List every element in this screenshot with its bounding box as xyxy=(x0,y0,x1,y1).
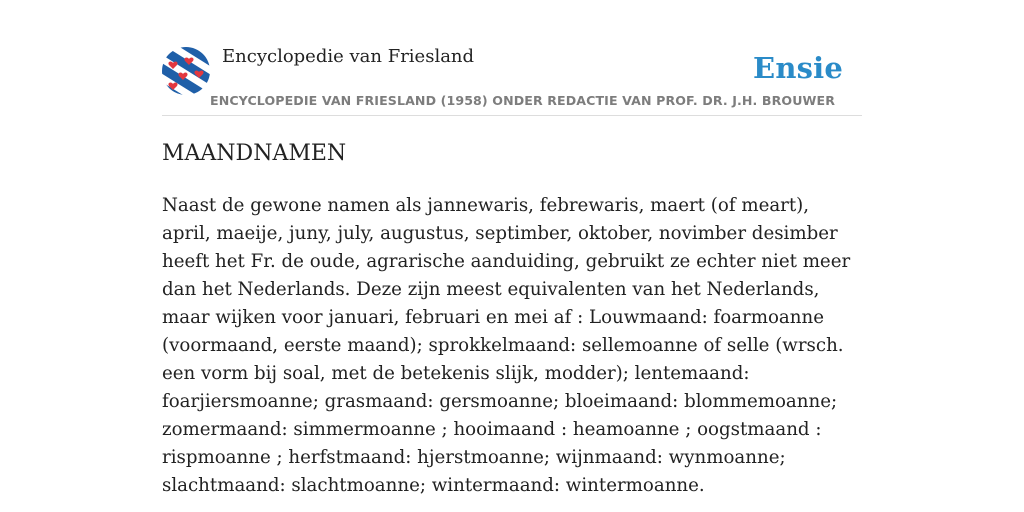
frisian-flag-icon[interactable] xyxy=(162,47,210,95)
header xyxy=(162,0,862,116)
source-subtitle: ENCYCLOPEDIE VAN FRIESLAND (1958) ONDER REDACTIE VAN PROF. DR. J.H. BROUWER xyxy=(210,93,836,108)
page xyxy=(162,0,862,512)
entry-title: MAANDNAMEN xyxy=(162,141,347,166)
brand-logo[interactable]: Ensie xyxy=(753,51,843,85)
source-title[interactable]: Encyclopedie van Friesland xyxy=(222,46,475,67)
entry-body: Naast de gewone namen als jannewaris, febrewaris, maert (of meart), april, maeije, juny, july, augustus, septimber, oktober, novimber desimber heeft het Fr. de oude, agrarische aanduiding, gebruikt ze echter niet meer dan het Nederlands. Deze zijn meest equivalenten van het Nederlands, maar wijken voor januari, februari en mei af : Louwmaand: foarmoanne (voormaand, eerste maand); sprokkelmaand: sellemoanne of selle (wrsch. een vorm bij soal, met de betekenis slijk, modder); lentemaand: foarjiersmoanne; grasmaand: gersmoanne; bloeimaand: blommemoanne; zomermaand: simmermoanne ; hooimaand : heamoanne ; oogstmaand : rispmoanne ; herfstmaand: hjerstmoanne; wijnmaand: wynmoanne; slachtmaand: slachtmoanne; wintermaand: wintermoanne. xyxy=(162,195,851,496)
